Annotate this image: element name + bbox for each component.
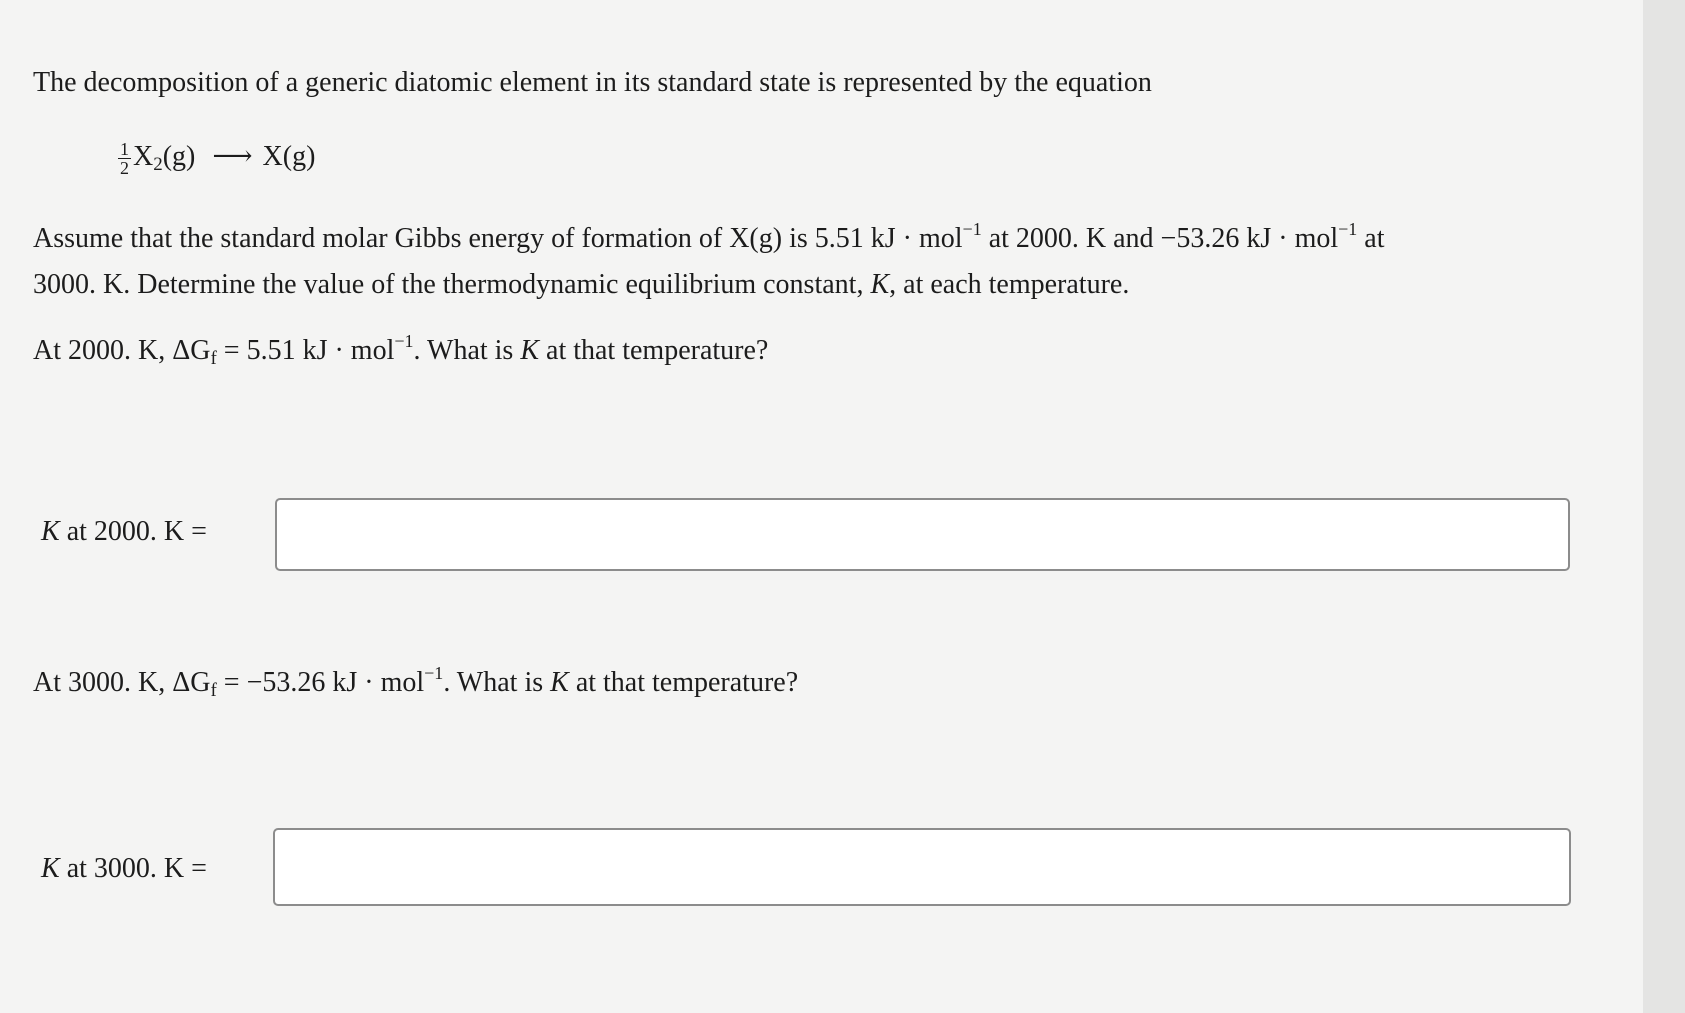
- answer-label-2000k: K at 2000. K =: [41, 516, 207, 547]
- intro-text: The decomposition of a generic diatomic element in its standard state is represented by the equation: [33, 67, 1152, 98]
- reaction-arrow: ⟶: [212, 141, 253, 172]
- question-2000k: At 2000. K, $\Delta G_f = 5.51$ kJ · mol$^{-1}$. What is K at that temperature?: [33, 331, 769, 369]
- problem-statement-line1: Assume that the standard molar Gibbs energy of formation of X(g) is 5.51 kJ · mol$^{-1}$ at 2000. K and −53.26 kJ · mol$^{-1}$ at: [33, 219, 1385, 254]
- reaction-equation: $\frac{1}{2}$ $X_2(g)$ ⟶ X(g): [120, 139, 316, 179]
- answer-input-2000k[interactable]: [275, 498, 1570, 571]
- page-edge: [1643, 0, 1685, 1013]
- answer-input-3000k[interactable]: [273, 828, 1571, 906]
- question-3000k: At 3000. K, $\Delta G_f = -53.26$ kJ · mol$^{-1}$. What is K at that temperature?: [33, 663, 799, 701]
- one-half-fraction: $\frac{1}{2}$: [120, 139, 129, 179]
- problem-statement-line2: 3000. K. Determine the value of the thermodynamic equilibrium constant, K, at each temperature.: [33, 269, 1130, 300]
- answer-label-3000k: K at 3000. K =: [41, 853, 207, 884]
